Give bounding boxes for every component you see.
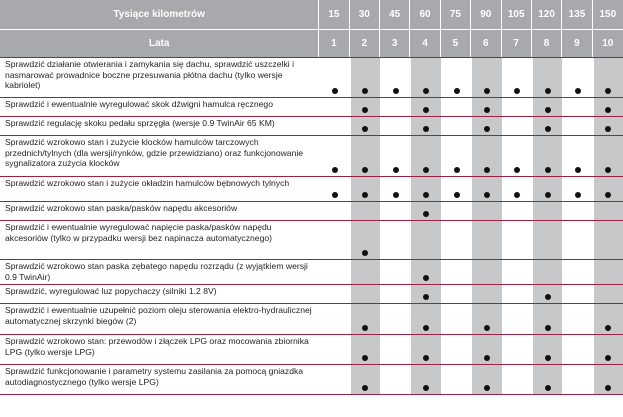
check-dot-icon [545, 325, 551, 331]
row-description: Sprawdzić i ewentualnie wyregulować skok dźwigni hamulca ręcznego [0, 98, 319, 116]
check-dot-icon [545, 107, 551, 113]
interval-cell [350, 221, 380, 259]
interval-cell [350, 177, 380, 201]
check-dot-icon [362, 126, 368, 132]
year-header-cell: 1 [319, 30, 349, 57]
interval-cell [502, 117, 532, 135]
interval-cell [532, 136, 562, 176]
interval-cell [410, 117, 440, 135]
interval-cell [441, 98, 471, 116]
interval-cell [593, 335, 623, 364]
interval-cell [532, 202, 562, 220]
interval-cell [410, 221, 440, 259]
interval-cell [532, 260, 562, 284]
interval-cell [350, 260, 380, 284]
interval-cell [380, 221, 410, 259]
check-dot-icon [362, 167, 368, 173]
check-dot-icon [545, 294, 551, 300]
check-dot-icon [423, 385, 429, 391]
check-dot-icon [605, 167, 611, 173]
interval-cell [319, 117, 349, 135]
row-description: Sprawdzić wzrokowo stan paska zębatego napędu rozrządu (z wyjątkiem wersji 0.9 TwinAir) [0, 260, 319, 284]
table-body [0, 57, 623, 395]
interval-cell [532, 221, 562, 259]
interval-cell [380, 98, 410, 116]
interval-cell [410, 136, 440, 176]
interval-cell [380, 202, 410, 220]
interval-cell [319, 136, 349, 176]
interval-cell [471, 98, 501, 116]
check-dot-icon [454, 167, 460, 173]
row-description: Sprawdzić i ewentualnie uzupełnić poziom oleju sterowania elektro-hydraulicznej automatycznej skrzynki biegów (2) [0, 304, 319, 334]
km-header-cell: 45 [380, 0, 410, 29]
km-header-cell: 90 [471, 0, 501, 29]
interval-cell [593, 285, 623, 303]
interval-cell [471, 285, 501, 303]
row-description: Sprawdzić, wyregulować luz popychaczy (silniki 1.2 8V) [0, 285, 319, 303]
interval-cell [350, 285, 380, 303]
interval-cell [319, 177, 349, 201]
year-header-cell: 7 [502, 30, 532, 57]
interval-cell [441, 260, 471, 284]
table-row [0, 284, 623, 303]
interval-cell [562, 365, 592, 394]
check-dot-icon [514, 192, 520, 198]
interval-cell [380, 285, 410, 303]
check-dot-icon [362, 355, 368, 361]
interval-cell [471, 335, 501, 364]
check-dot-icon [514, 167, 520, 173]
interval-cell [562, 98, 592, 116]
year-header-cell: 8 [532, 30, 562, 57]
interval-cell [593, 304, 623, 334]
interval-cell [532, 304, 562, 334]
interval-cell [380, 58, 410, 97]
interval-cell [441, 221, 471, 259]
kilometers-header-label: Tysiące kilometrów [0, 0, 319, 29]
year-header-cell: 3 [380, 30, 410, 57]
interval-cell [532, 58, 562, 97]
interval-cell [319, 58, 349, 97]
interval-cell [562, 117, 592, 135]
interval-cell [319, 202, 349, 220]
interval-cell [380, 260, 410, 284]
table-row [0, 364, 623, 395]
interval-cell [441, 304, 471, 334]
check-dot-icon [605, 385, 611, 391]
interval-cell [380, 117, 410, 135]
row-description: Sprawdzić regulację skoku pedału sprzęgła (wersje 0.9 TwinAir 65 KM) [0, 117, 319, 135]
interval-cell [502, 285, 532, 303]
kilometers-header-row [0, 0, 623, 30]
interval-cell [380, 136, 410, 176]
check-dot-icon [332, 167, 338, 173]
interval-cell [562, 221, 592, 259]
interval-cell [350, 304, 380, 334]
interval-cell [410, 285, 440, 303]
check-dot-icon [423, 355, 429, 361]
km-header-cell: 120 [532, 0, 562, 29]
interval-cell [471, 136, 501, 176]
interval-cell [562, 304, 592, 334]
check-dot-icon [605, 192, 611, 198]
interval-cell [562, 177, 592, 201]
check-dot-icon [362, 107, 368, 113]
check-dot-icon [545, 126, 551, 132]
check-dot-icon [605, 126, 611, 132]
check-dot-icon [332, 192, 338, 198]
km-header-cell: 105 [502, 0, 532, 29]
interval-cell [593, 177, 623, 201]
table-row [0, 220, 623, 259]
table-row [0, 135, 623, 176]
interval-cell [502, 365, 532, 394]
years-header-row [0, 30, 623, 57]
check-dot-icon [514, 88, 520, 94]
interval-cell [441, 335, 471, 364]
interval-cell [471, 304, 501, 334]
interval-cell [471, 260, 501, 284]
check-dot-icon [575, 88, 581, 94]
check-dot-icon [545, 355, 551, 361]
interval-cell [441, 58, 471, 97]
check-dot-icon [362, 385, 368, 391]
interval-cell [502, 304, 532, 334]
interval-cell [562, 136, 592, 176]
interval-cell [471, 117, 501, 135]
check-dot-icon [605, 355, 611, 361]
interval-cell [410, 304, 440, 334]
row-description: Sprawdzić i ewentualnie wyregulować napięcie paska/pasków napędu akcesoriów (tylko w przypadku wersji bez napinacza automatycznego) [0, 221, 319, 259]
check-dot-icon [484, 325, 490, 331]
check-dot-icon [484, 385, 490, 391]
year-header-cell: 10 [593, 30, 623, 57]
check-dot-icon [393, 167, 399, 173]
interval-cell [441, 177, 471, 201]
interval-cell [350, 335, 380, 364]
year-header-cell: 9 [562, 30, 592, 57]
interval-cell [410, 335, 440, 364]
interval-cell [562, 58, 592, 97]
check-dot-icon [362, 250, 368, 256]
interval-cell [350, 136, 380, 176]
check-dot-icon [423, 211, 429, 217]
interval-cell [593, 260, 623, 284]
interval-cell [441, 202, 471, 220]
check-dot-icon [454, 192, 460, 198]
interval-cell [532, 285, 562, 303]
check-dot-icon [484, 126, 490, 132]
row-description: Sprawdzić wzrokowo stan: przewodów i złączek LPG oraz mocowania zbiornika LPG (tylko wersje LPG) [0, 335, 319, 364]
interval-cell [319, 335, 349, 364]
table-row [0, 176, 623, 201]
interval-cell [593, 98, 623, 116]
interval-cell [502, 260, 532, 284]
row-description: Sprawdzić funkcjonowanie i parametry systemu zasilania za pomocą gniazdka autodiagnostycznego (tylko wersje LPG) [0, 365, 319, 394]
row-description: Sprawdzić działanie otwierania i zamykania się dachu, sprawdzić uszczelki i nasmarować prowadnice boczne przesuwania płótna dachu (tylko wersje kabriolet) [0, 58, 319, 97]
interval-cell [319, 365, 349, 394]
check-dot-icon [575, 192, 581, 198]
check-dot-icon [423, 294, 429, 300]
interval-cell [562, 260, 592, 284]
check-dot-icon [575, 167, 581, 173]
row-description: Sprawdzić wzrokowo stan paska/pasków napędu akcesoriów [0, 202, 319, 220]
check-dot-icon [484, 88, 490, 94]
interval-cell [350, 58, 380, 97]
km-header-cell: 75 [441, 0, 471, 29]
interval-cell [380, 177, 410, 201]
interval-cell [441, 285, 471, 303]
interval-cell [562, 335, 592, 364]
interval-cell [502, 221, 532, 259]
interval-cell [532, 335, 562, 364]
table-row [0, 303, 623, 334]
table-row [0, 201, 623, 220]
table-row [0, 334, 623, 364]
km-header-cell: 15 [319, 0, 349, 29]
interval-cell [319, 285, 349, 303]
interval-cell [532, 177, 562, 201]
check-dot-icon [484, 355, 490, 361]
check-dot-icon [484, 167, 490, 173]
check-dot-icon [362, 192, 368, 198]
interval-cell [593, 117, 623, 135]
table-row [0, 97, 623, 116]
table-row [0, 116, 623, 135]
interval-cell [471, 202, 501, 220]
interval-cell [471, 58, 501, 97]
year-header-cell: 5 [441, 30, 471, 57]
interval-cell [350, 202, 380, 220]
interval-cell [441, 365, 471, 394]
interval-cell [410, 58, 440, 97]
interval-cell [410, 260, 440, 284]
interval-cell [471, 365, 501, 394]
interval-cell [502, 202, 532, 220]
interval-cell [593, 365, 623, 394]
interval-cell [319, 98, 349, 116]
check-dot-icon [423, 325, 429, 331]
check-dot-icon [362, 325, 368, 331]
check-dot-icon [362, 88, 368, 94]
year-header-cell: 2 [350, 30, 380, 57]
km-header-cell: 30 [350, 0, 380, 29]
interval-cell [593, 58, 623, 97]
interval-cell [502, 177, 532, 201]
check-dot-icon [605, 325, 611, 331]
interval-cell [593, 221, 623, 259]
check-dot-icon [423, 275, 429, 281]
check-dot-icon [484, 107, 490, 113]
check-dot-icon [605, 107, 611, 113]
interval-cell [562, 202, 592, 220]
years-header-label: Lata [0, 30, 319, 57]
interval-cell [532, 98, 562, 116]
interval-cell [441, 136, 471, 176]
table-row [0, 57, 623, 97]
check-dot-icon [545, 88, 551, 94]
interval-cell [350, 98, 380, 116]
year-header-cell: 6 [471, 30, 501, 57]
interval-cell [471, 221, 501, 259]
check-dot-icon [393, 192, 399, 198]
interval-cell [380, 304, 410, 334]
check-dot-icon [484, 192, 490, 198]
interval-cell [380, 335, 410, 364]
interval-cell [410, 98, 440, 116]
year-header-cell: 4 [410, 30, 440, 57]
check-dot-icon [545, 167, 551, 173]
check-dot-icon [423, 192, 429, 198]
interval-cell [502, 98, 532, 116]
interval-cell [532, 117, 562, 135]
interval-cell [319, 221, 349, 259]
check-dot-icon [545, 192, 551, 198]
check-dot-icon [423, 88, 429, 94]
interval-cell [350, 117, 380, 135]
interval-cell [319, 260, 349, 284]
interval-cell [380, 365, 410, 394]
interval-cell [502, 136, 532, 176]
interval-cell [410, 202, 440, 220]
check-dot-icon [545, 385, 551, 391]
check-dot-icon [605, 88, 611, 94]
interval-cell [562, 285, 592, 303]
interval-cell [410, 365, 440, 394]
interval-cell [441, 117, 471, 135]
interval-cell [350, 365, 380, 394]
km-header-cell: 150 [593, 0, 623, 29]
km-header-cell: 135 [562, 0, 592, 29]
interval-cell [593, 136, 623, 176]
check-dot-icon [393, 88, 399, 94]
interval-cell [532, 365, 562, 394]
interval-cell [502, 335, 532, 364]
interval-cell [471, 177, 501, 201]
check-dot-icon [423, 126, 429, 132]
interval-cell [593, 202, 623, 220]
check-dot-icon [332, 88, 338, 94]
interval-cell [502, 58, 532, 97]
interval-cell [319, 304, 349, 334]
table-row [0, 259, 623, 284]
row-description: Sprawdzić wzrokowo stan i zużycie okładzin hamulców bębnowych tylnych [0, 177, 319, 201]
check-dot-icon [454, 88, 460, 94]
check-dot-icon [423, 167, 429, 173]
interval-cell [410, 177, 440, 201]
check-dot-icon [423, 107, 429, 113]
km-header-cell: 60 [410, 0, 440, 29]
row-description: Sprawdzić wzrokowo stan i zużycie klocków hamulców tarczowych przednich/tylnych (dla wersji/rynków, gdzie przewidziano) oraz funkcjonowanie sygnalizatora zużycia klocków [0, 136, 319, 176]
